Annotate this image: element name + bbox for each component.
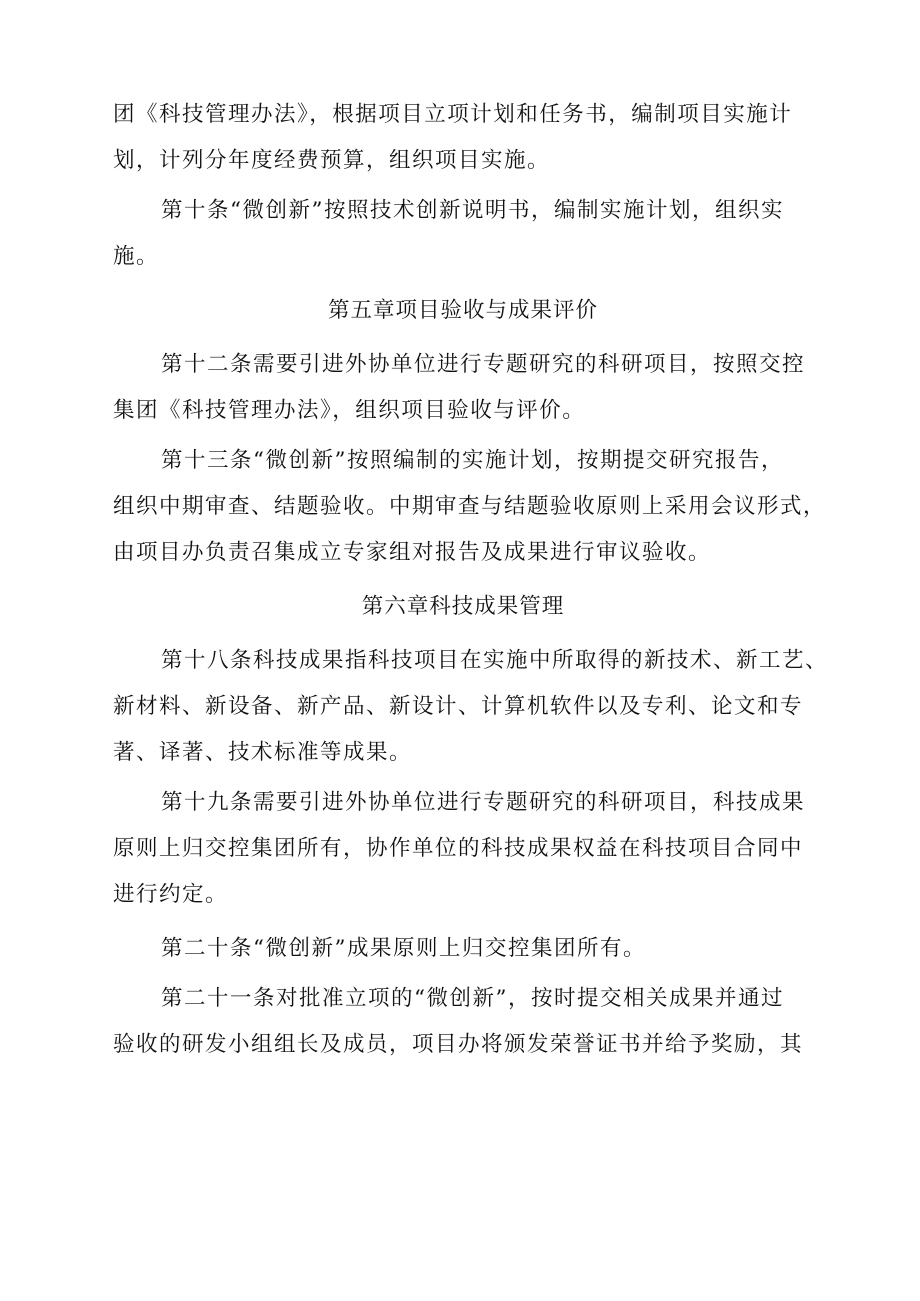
article-18: [113, 638, 829, 776]
text-line: 由项目办负责召集成立专家组对报告及成果进行审议验收。: [113, 540, 712, 565]
text-line: 新材料、新设备、新产品、新设计、计算机软件以及专利、论文和专: [113, 694, 804, 719]
text-line: 第二十条“微创新”成果原则上归交控集团所有。: [161, 936, 646, 961]
text-line: 施。: [113, 244, 160, 269]
paragraph-continuation: [113, 92, 813, 184]
text-line: 验收的研发小组组长及成员，项目办将颁发荣誉证书并给予奖励，其: [113, 1032, 804, 1057]
text-line: 划，计列分年度经费预算，组织项目实施。: [113, 148, 551, 173]
text-line: 原则上归交控集团所有，协作单位的科技成果权益在科技项目合同中: [113, 836, 804, 861]
chapter-5-heading: 第五章项目验收与成果评价: [327, 298, 598, 323]
text-line: 第二十一条对批准立项的“微创新”，按时提交相关成果并通过: [161, 986, 784, 1011]
article-21: [113, 976, 813, 1068]
chapter-6-heading: 第六章科技成果管理: [361, 594, 565, 619]
article-10: [113, 188, 813, 280]
text-line: 第十条“微创新”按照技术创新说明书，编制实施计划，组织实: [161, 198, 784, 223]
text-line: 第十八条科技成果指科技项目在实施中所取得的新技术、新工艺、: [161, 648, 829, 673]
article-12: [113, 342, 813, 434]
article-13: [113, 438, 827, 576]
document-body: [113, 92, 829, 1068]
text-line: 第十二条需要引进外协单位进行专题研究的科研项目，按照交控: [161, 352, 806, 377]
text-line: 著、译著、技术标准等成果。: [113, 740, 413, 765]
article-19: [113, 780, 813, 918]
text-line: 第十三条“微创新”按照编制的实施计划，按期提交研究报告，: [161, 448, 784, 473]
text-line: 组织中期审查、结题验收。中期审查与结题验收原则上采用会议形式，: [113, 494, 827, 519]
text-line: 第十九条需要引进外协单位进行专题研究的科研项目，科技成果: [161, 790, 806, 815]
text-line: 集团《科技管理办法》，组织项目验收与评价。: [113, 398, 586, 423]
text-line: 进行约定。: [113, 882, 229, 907]
text-line: 团《科技管理办法》，根据项目立项计划和任务书，编制项目实施计: [113, 102, 793, 127]
article-20: [113, 926, 813, 972]
